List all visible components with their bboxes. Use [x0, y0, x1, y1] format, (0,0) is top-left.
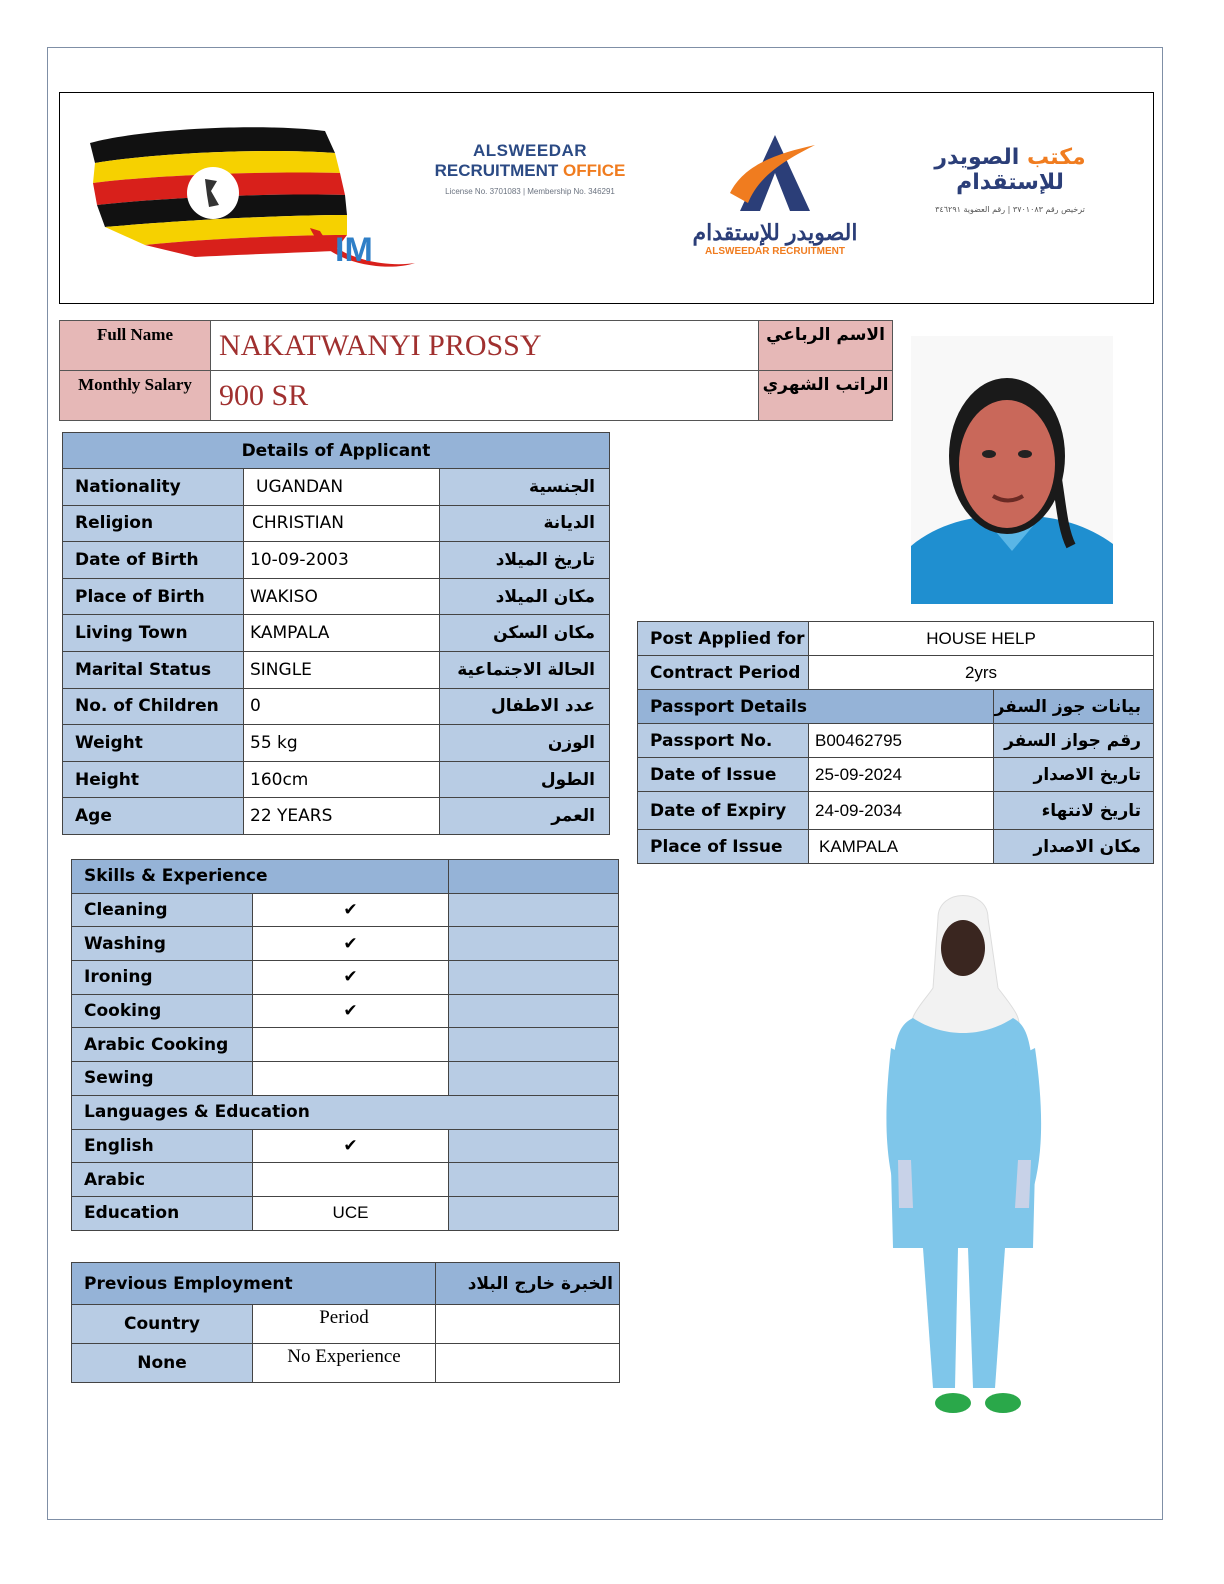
language-value: [253, 1163, 449, 1197]
details-row: [63, 469, 610, 506]
skill-label: Washing: [72, 927, 253, 961]
languages-title: Languages & Education: [72, 1095, 619, 1129]
skill-blank: [449, 961, 619, 995]
details-row: [63, 651, 610, 688]
full-name-row: [60, 321, 893, 371]
skill-label: Sewing: [72, 1062, 253, 1096]
language-value: UCE: [253, 1196, 449, 1230]
passport-label: Date of Issue: [638, 758, 809, 792]
details-value: 55 kg: [244, 725, 440, 762]
details-label: Age: [63, 798, 244, 835]
previous-header-row: [72, 1263, 620, 1305]
post-passport-table: [637, 621, 1154, 864]
previous-title-ar: الخبرة خارج البلاد: [436, 1263, 620, 1305]
passport-value: B00462795: [809, 724, 994, 758]
language-row: [72, 1129, 619, 1163]
passport-row: [638, 792, 1154, 830]
salary-ar-label: الراتب الشهري: [759, 371, 893, 421]
language-blank: [449, 1163, 619, 1197]
details-value: CHRISTIAN: [244, 505, 440, 542]
country-label: Country: [72, 1305, 253, 1344]
languages-header-row: [72, 1095, 619, 1129]
previous-title: Previous Employment: [72, 1263, 436, 1305]
passport-label: Passport No.: [638, 724, 809, 758]
logo-en-line2: RECRUITMENT OFFICE: [434, 161, 626, 180]
details-ar-label: الحالة الاجتماعية: [440, 651, 610, 688]
alsweedar-a-logo: [690, 133, 860, 283]
skills-title: Skills & Experience: [72, 860, 449, 894]
details-ar-label: الديانة: [440, 505, 610, 542]
details-row: [63, 761, 610, 798]
post-label: Post Applied for: [638, 622, 809, 656]
language-label: English: [72, 1129, 253, 1163]
applicant-full-photo: [773, 868, 1154, 1450]
language-value: ✔: [253, 1129, 449, 1163]
details-title: Details of Applicant: [63, 433, 610, 469]
details-value: WAKISO: [244, 578, 440, 615]
passport-header-ar: بيانات جوز السفر: [994, 690, 1154, 724]
details-row: [63, 688, 610, 725]
previous-colhead-row: [72, 1305, 620, 1344]
details-row: [63, 798, 610, 835]
alsweedar-arabic-logo: [890, 145, 1130, 214]
details-label: No. of Children: [63, 688, 244, 725]
skill-row: [72, 961, 619, 995]
details-row: [63, 725, 610, 762]
logo-ar-sub: ALSWEEDAR RECRUITMENT: [705, 246, 845, 257]
details-label: Place of Birth: [63, 578, 244, 615]
skill-label: Ironing: [72, 961, 253, 995]
details-ar-label: الطول: [440, 761, 610, 798]
salary-value: 900 SR: [211, 371, 759, 421]
passport-value: 24-09-2034: [809, 792, 994, 830]
skill-blank: [449, 1028, 619, 1062]
details-ar-label: مكان السكن: [440, 615, 610, 652]
language-blank: [449, 1129, 619, 1163]
header-logo-banner: [59, 92, 1154, 304]
contract-value: 2yrs: [809, 656, 1154, 690]
full-name-value: NAKATWANYI PROSSY: [211, 321, 759, 371]
contract-row: [638, 656, 1154, 690]
salary-label: Monthly Salary: [60, 371, 211, 421]
passport-row: [638, 758, 1154, 792]
passport-label: Date of Expiry: [638, 792, 809, 830]
skill-row: [72, 927, 619, 961]
language-label: Education: [72, 1196, 253, 1230]
details-ar-label: الوزن: [440, 725, 610, 762]
details-label: Living Town: [63, 615, 244, 652]
details-row: [63, 542, 610, 579]
details-label: Date of Birth: [63, 542, 244, 579]
details-value: KAMPALA: [244, 615, 440, 652]
logo-ar-main: الصويدر للإستقدام: [692, 220, 858, 245]
portrait-photo-icon: [911, 336, 1113, 604]
details-label: Marital Status: [63, 651, 244, 688]
skill-label: Cooking: [72, 994, 253, 1028]
alsweedar-english-logo: [420, 141, 640, 196]
language-blank: [449, 1196, 619, 1230]
previous-blank: [436, 1344, 620, 1383]
passport-header-row: [638, 690, 1154, 724]
name-salary-table: [59, 320, 893, 421]
details-row: [63, 505, 610, 542]
language-label: Arabic: [72, 1163, 253, 1197]
passport-value: 25-09-2024: [809, 758, 994, 792]
uganda-flag-logo: [85, 123, 415, 273]
language-row: [72, 1196, 619, 1230]
skill-label: Arabic Cooking: [72, 1028, 253, 1062]
passport-ar-label: تاريخ الاصدار: [994, 758, 1154, 792]
passport-header: Passport Details: [638, 690, 994, 724]
skill-blank: [449, 927, 619, 961]
logo-ar-right-license: ترخيص رقم ٣٧٠١٠٨٣ | رقم العضوية ٣٤٦٢٩١: [935, 205, 1085, 214]
full-name-ar-label: الاسم الرباعي: [759, 321, 893, 371]
skill-label: Cleaning: [72, 893, 253, 927]
passport-ar-label: رقم جواز السفر: [994, 724, 1154, 758]
details-value: 0: [244, 688, 440, 725]
skill-check: [253, 1062, 449, 1096]
details-ar-label: الجنسية: [440, 469, 610, 506]
previous-country: None: [72, 1344, 253, 1383]
logo-en-line1: ALSWEEDAR: [472, 141, 588, 160]
passport-ar-label: مكان الاصدار: [994, 830, 1154, 864]
logo-ar-right-title: مكتب الصويدر للإستقدام: [934, 145, 1086, 195]
skill-check: [253, 1028, 449, 1062]
full-name-label: Full Name: [60, 321, 211, 371]
logo-en-license: License No. 3701083 | Membership No. 346291: [445, 187, 615, 196]
full-body-photo-icon: [773, 868, 1154, 1450]
previous-period: No Experience: [253, 1344, 436, 1383]
previous-row: [72, 1344, 620, 1383]
skill-row: [72, 994, 619, 1028]
details-row: [63, 615, 610, 652]
post-value: HOUSE HELP: [809, 622, 1154, 656]
details-row: [63, 578, 610, 615]
details-label: Religion: [63, 505, 244, 542]
details-value: 10-09-2003: [244, 542, 440, 579]
skills-header-blank: [449, 860, 619, 894]
skill-check: ✔: [253, 893, 449, 927]
details-value: 22 YEARS: [244, 798, 440, 835]
skills-header-row: [72, 860, 619, 894]
salary-row: [60, 371, 893, 421]
skill-blank: [449, 1062, 619, 1096]
details-label: Nationality: [63, 469, 244, 506]
skills-table: [71, 859, 619, 1231]
details-value: UGANDAN: [244, 469, 440, 506]
post-row: [638, 622, 1154, 656]
applicant-details-table: [62, 432, 610, 835]
applicant-face-photo: [911, 336, 1113, 604]
skill-check: ✔: [253, 927, 449, 961]
skill-check: ✔: [253, 961, 449, 995]
contract-label: Contract Period: [638, 656, 809, 690]
skill-row: [72, 893, 619, 927]
details-ar-label: مكان الميلاد: [440, 578, 610, 615]
details-label: Height: [63, 761, 244, 798]
passport-row: [638, 724, 1154, 758]
passport-row: [638, 830, 1154, 864]
details-ar-label: تاريخ الميلاد: [440, 542, 610, 579]
skill-blank: [449, 893, 619, 927]
details-ar-label: عدد الاطفال: [440, 688, 610, 725]
language-row: [72, 1163, 619, 1197]
skill-row: [72, 1028, 619, 1062]
passport-ar-label: تاريخ لانتهاء: [994, 792, 1154, 830]
details-ar-label: العمر: [440, 798, 610, 835]
previous-employment-table: [71, 1262, 620, 1383]
skill-blank: [449, 994, 619, 1028]
svg-text:IM: IM: [335, 231, 373, 269]
letter-a-logo-icon: [720, 133, 830, 215]
details-label: Weight: [63, 725, 244, 762]
previous-blank: [436, 1305, 620, 1344]
skill-check: ✔: [253, 994, 449, 1028]
passport-label: Place of Issue: [638, 830, 809, 864]
period-label: Period: [253, 1305, 436, 1344]
details-value: 160cm: [244, 761, 440, 798]
skill-row: [72, 1062, 619, 1096]
details-value: SINGLE: [244, 651, 440, 688]
passport-value: KAMPALA: [809, 830, 994, 864]
